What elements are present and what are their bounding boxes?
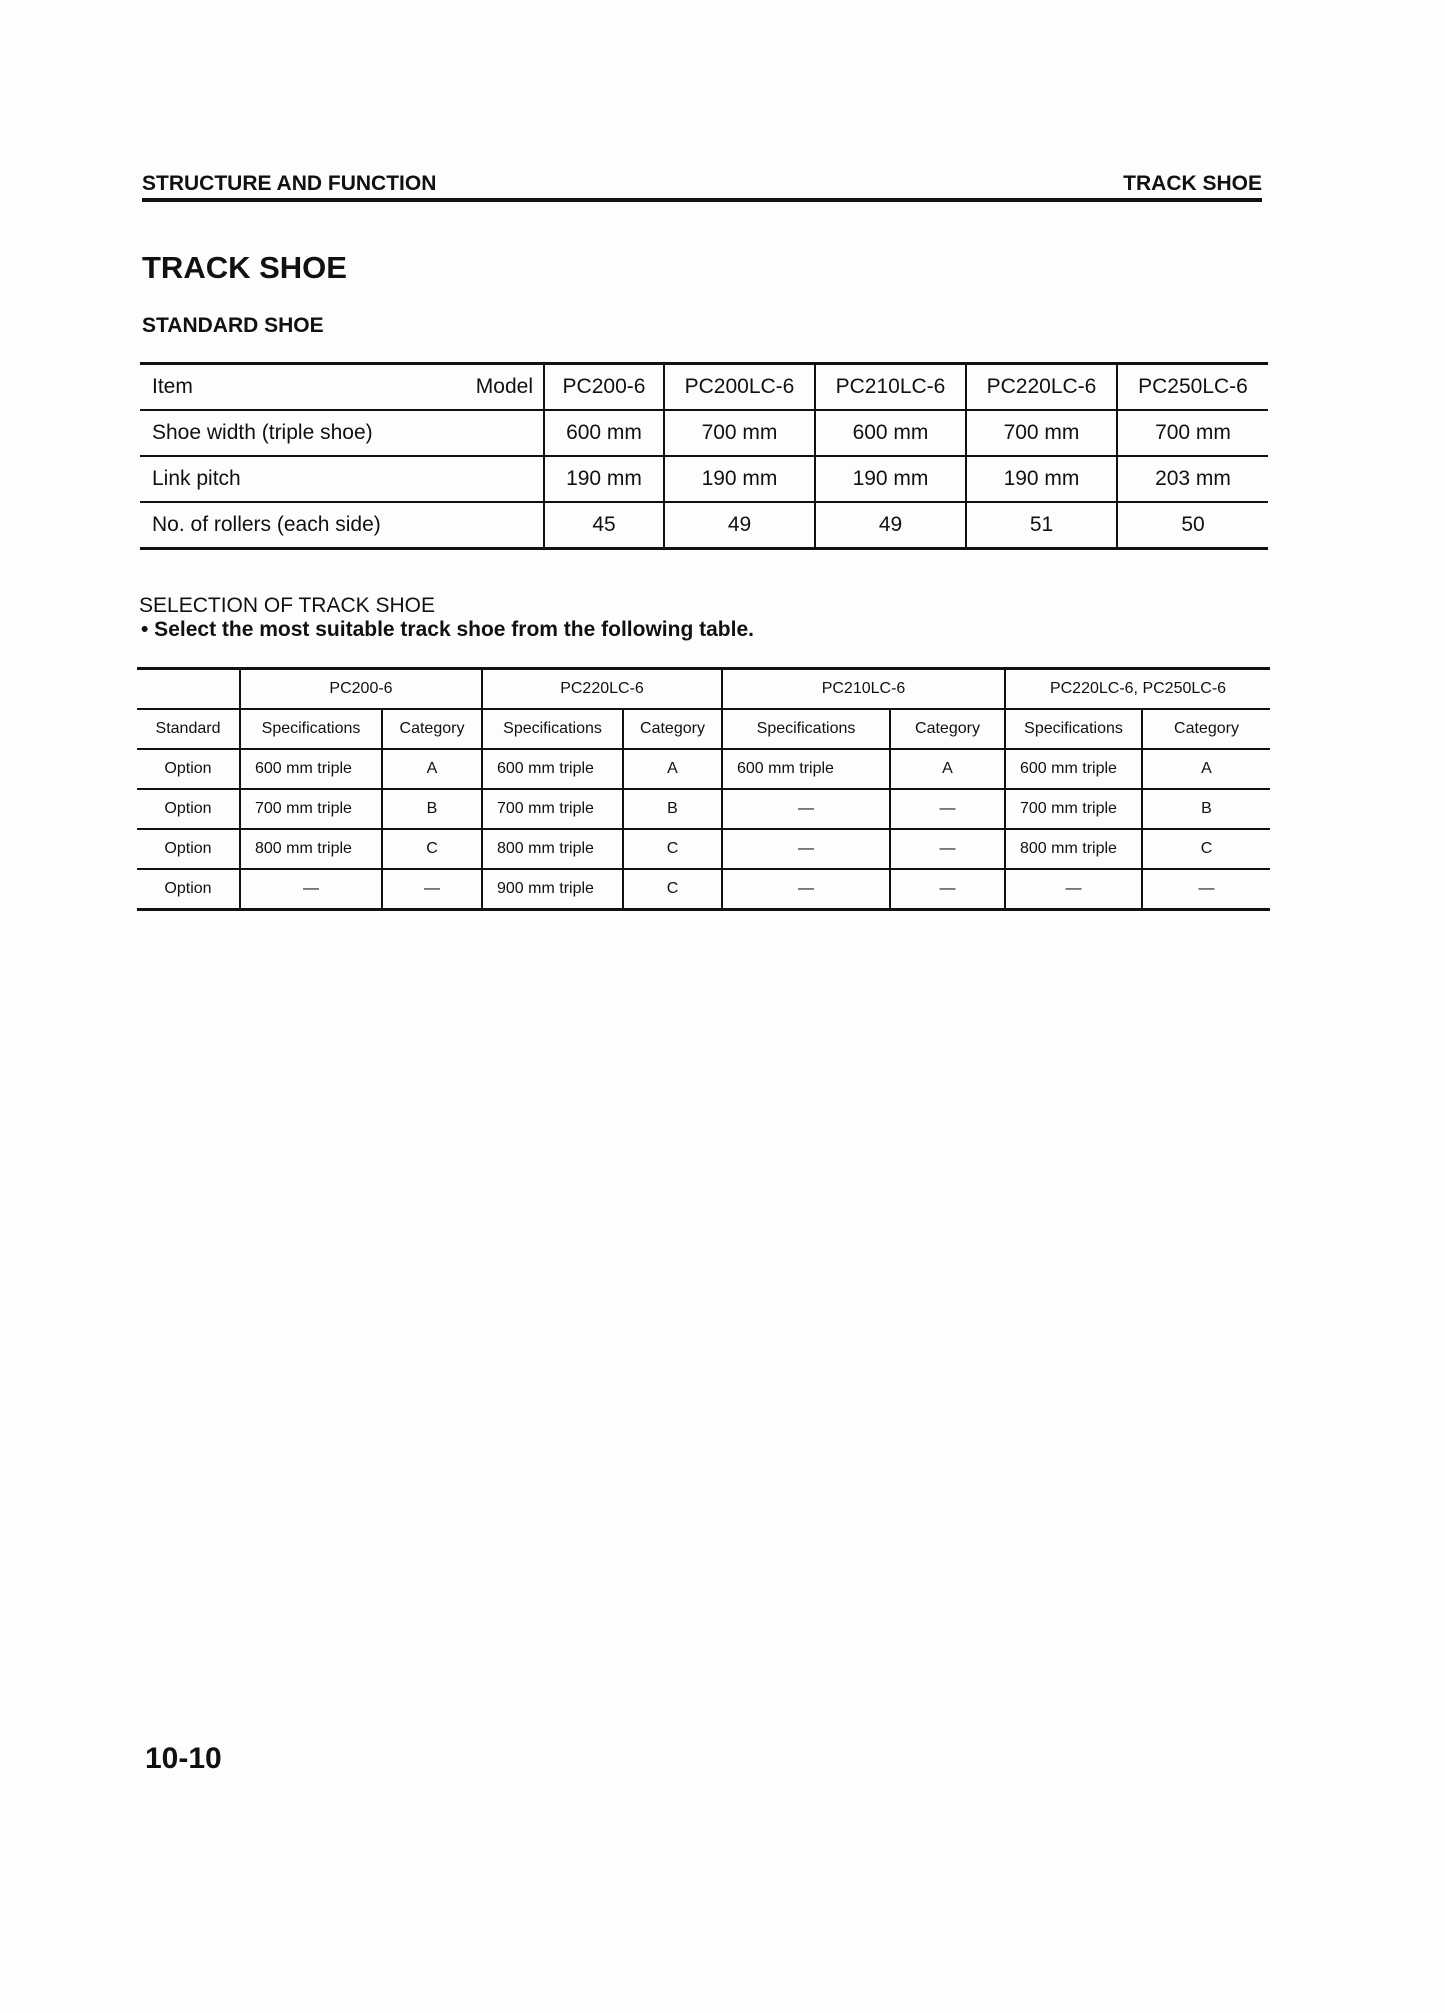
row-label: Link pitch	[152, 467, 241, 490]
table-cell: B	[382, 789, 482, 829]
column-header: Specifications	[1005, 709, 1142, 749]
row-label: Option	[164, 840, 212, 857]
table-cell: A	[623, 749, 722, 789]
table-row	[137, 829, 1270, 869]
table-row	[137, 789, 1270, 829]
table-cell: —	[382, 869, 482, 910]
row-label: Option	[164, 760, 212, 777]
column-header: Category	[623, 709, 722, 749]
table-cell: —	[722, 789, 890, 829]
model-cell: PC250LC-6	[1117, 364, 1268, 411]
table-cell: 190 mm	[966, 456, 1117, 502]
table-cell: 45	[544, 502, 664, 549]
selection-instruction: • Select the most suitable track shoe from the following table.	[141, 618, 754, 641]
table-cell: —	[1005, 869, 1142, 910]
row-label: Standard	[155, 720, 221, 737]
table-cell: 190 mm	[544, 456, 664, 502]
table-cell: 700 mm	[966, 410, 1117, 456]
table-row	[140, 456, 1268, 502]
column-header: Category	[382, 709, 482, 749]
table-cell: 600 mm triple	[240, 749, 382, 789]
table-cell: 800 mm triple	[482, 829, 623, 869]
table-cell: 600 mm triple	[1005, 749, 1142, 789]
model-cell: PC210LC-6	[815, 364, 966, 411]
table-cell: C	[623, 869, 722, 910]
row-label: Option	[164, 800, 212, 817]
table-row	[140, 364, 1268, 411]
table-row	[137, 669, 1270, 710]
table-cell	[137, 669, 240, 710]
table-cell: A	[382, 749, 482, 789]
table-cell: 700 mm triple	[240, 789, 382, 829]
table-cell: 190 mm	[664, 456, 815, 502]
model-cell: PC200LC-6	[664, 364, 815, 411]
group-header: PC220LC-6, PC250LC-6	[1005, 669, 1270, 710]
table-cell: C	[1142, 829, 1270, 869]
row-label: No. of rollers (each side)	[152, 513, 381, 536]
table-cell: 203 mm	[1117, 456, 1268, 502]
standard-shoe-table	[140, 362, 1268, 550]
table-cell: 700 mm triple	[482, 789, 623, 829]
table-row	[137, 709, 1270, 749]
table-cell: 600 mm triple	[482, 749, 623, 789]
column-header: Category	[890, 709, 1005, 749]
running-header	[142, 168, 1262, 202]
table-cell: 600 mm	[544, 410, 664, 456]
table-cell: 800 mm triple	[1005, 829, 1142, 869]
table-cell: C	[382, 829, 482, 869]
header-section-name: STRUCTURE AND FUNCTION	[142, 172, 437, 195]
group-header: PC210LC-6	[722, 669, 1005, 710]
table-row	[137, 749, 1270, 789]
table-row	[140, 502, 1268, 549]
item-header: Item	[152, 375, 193, 398]
table-cell: —	[722, 829, 890, 869]
table-cell: 700 mm	[664, 410, 815, 456]
table-cell: B	[1142, 789, 1270, 829]
table-cell: 51	[966, 502, 1117, 549]
table-cell: 49	[664, 502, 815, 549]
model-cell: PC220LC-6	[966, 364, 1117, 411]
table-cell: —	[890, 829, 1005, 869]
selection-heading: SELECTION OF TRACK SHOE	[139, 594, 435, 617]
table-cell: 700 mm	[1117, 410, 1268, 456]
table-cell: —	[890, 869, 1005, 910]
table-row	[137, 869, 1270, 910]
model-cell: PC200-6	[544, 364, 664, 411]
table-cell: 600 mm triple	[722, 749, 890, 789]
page-title: TRACK SHOE	[142, 250, 347, 285]
table-cell: A	[890, 749, 1005, 789]
table-cell: —	[1142, 869, 1270, 910]
group-header: PC220LC-6	[482, 669, 722, 710]
column-header: Specifications	[482, 709, 623, 749]
column-header: Category	[1142, 709, 1270, 749]
standard-shoe-heading: STANDARD SHOE	[142, 314, 324, 337]
table-cell: —	[890, 789, 1005, 829]
table-cell: A	[1142, 749, 1270, 789]
header-topic: TRACK SHOE	[1123, 172, 1262, 195]
column-header: Specifications	[722, 709, 890, 749]
table-cell: 600 mm	[815, 410, 966, 456]
table-cell: 900 mm triple	[482, 869, 623, 910]
table-cell: —	[240, 869, 382, 910]
group-header: PC200-6	[240, 669, 482, 710]
table-cell: 49	[815, 502, 966, 549]
model-header: Model	[475, 375, 533, 398]
table-cell: 800 mm triple	[240, 829, 382, 869]
page-number: 10-10	[145, 1742, 222, 1775]
table-cell: —	[722, 869, 890, 910]
table-cell: C	[623, 829, 722, 869]
row-label: Option	[164, 880, 212, 897]
table-cell: 190 mm	[815, 456, 966, 502]
table-cell: 50	[1117, 502, 1268, 549]
table-cell: 700 mm triple	[1005, 789, 1142, 829]
table-cell: B	[623, 789, 722, 829]
table-row	[140, 410, 1268, 456]
selection-table	[137, 667, 1270, 911]
column-header: Specifications	[240, 709, 382, 749]
row-label: Shoe width (triple shoe)	[152, 421, 373, 444]
